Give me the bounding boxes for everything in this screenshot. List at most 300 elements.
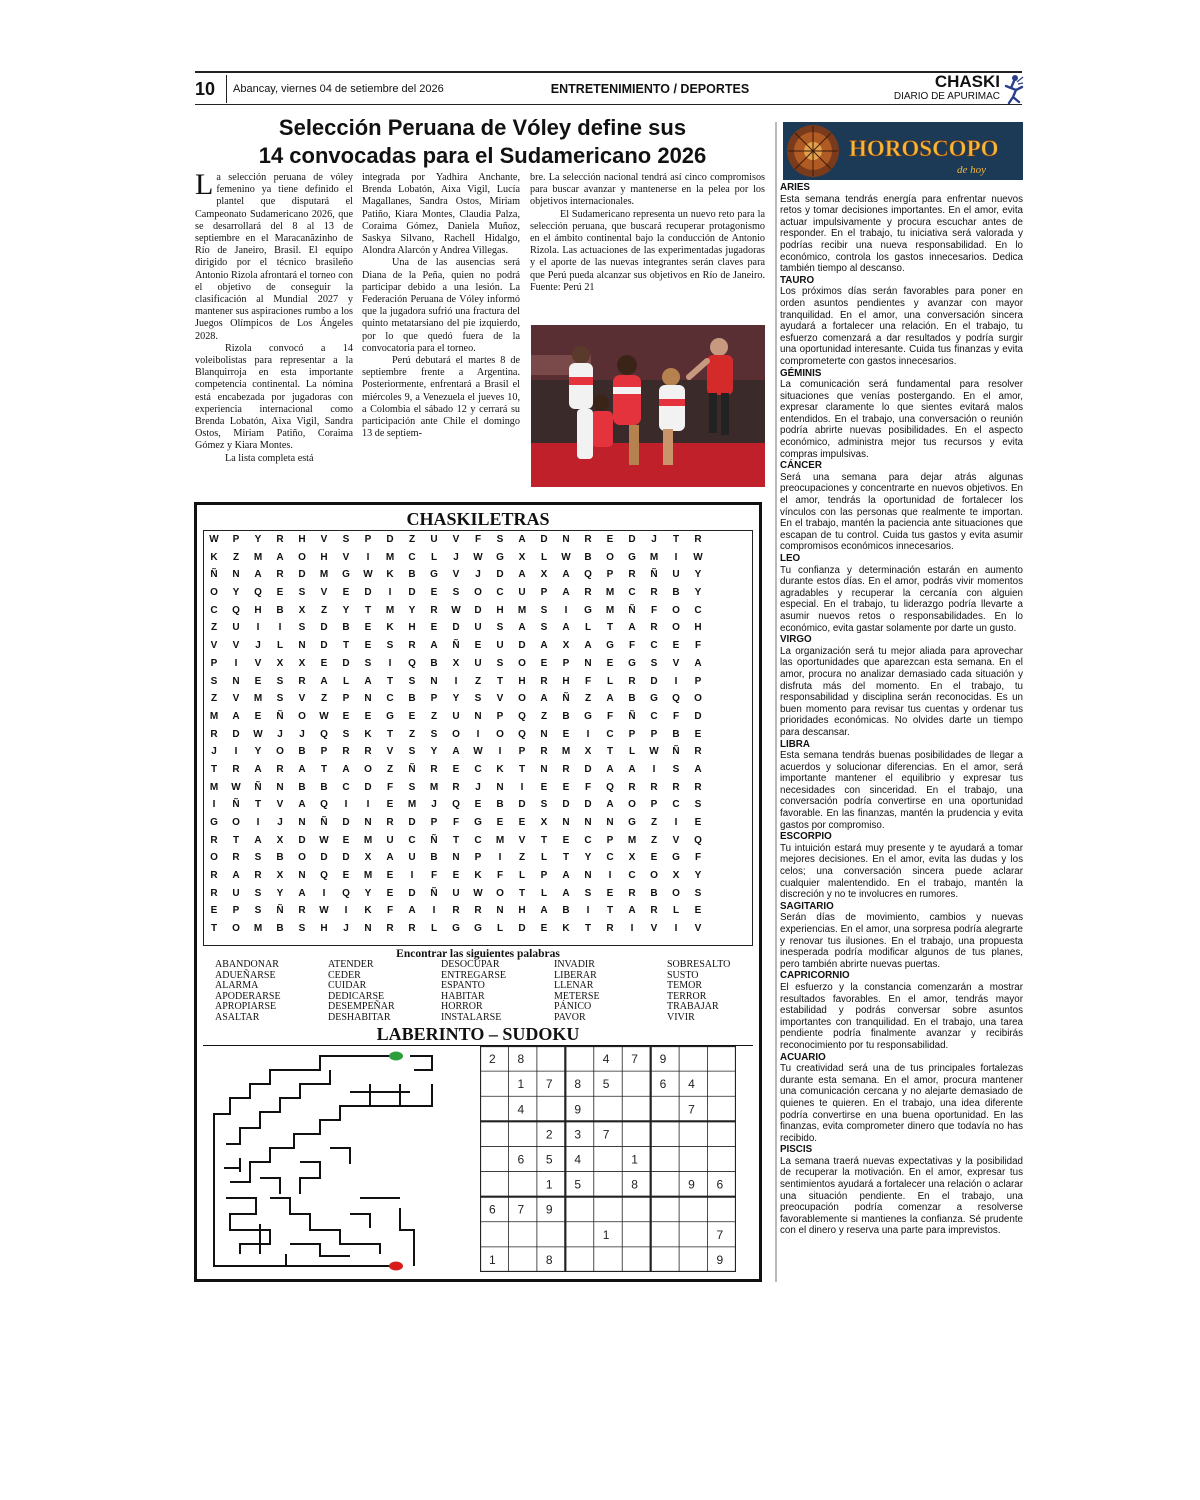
grid-letter[interactable]: J [299,728,305,740]
grid-letter[interactable]: A [540,905,548,917]
grid-letter[interactable]: I [388,587,392,599]
grid-letter[interactable]: G [474,817,482,828]
grid-letter[interactable]: S [298,587,306,599]
grid-letter[interactable]: M [253,923,263,935]
grid-letter[interactable]: O [232,817,240,828]
grid-letter[interactable]: P [694,675,702,687]
grid-letter[interactable]: N [540,728,548,740]
grid-letter[interactable]: E [386,799,394,811]
grid-letter[interactable]: R [628,887,636,899]
grid-letter[interactable]: S [474,693,482,705]
grid-letter[interactable]: D [474,604,482,616]
grid-letter[interactable]: N [606,817,614,828]
grid-letter[interactable]: M [385,551,395,563]
grid-letter[interactable]: N [452,852,460,864]
grid-letter[interactable]: P [606,569,614,581]
grid-letter[interactable]: T [386,728,394,740]
grid-letter[interactable]: E [430,587,438,599]
grid-letter[interactable]: Q [320,799,328,811]
grid-letter[interactable]: E [606,657,614,669]
grid-letter[interactable]: P [232,534,240,545]
grid-letter[interactable]: R [672,781,680,793]
grid-letter[interactable]: E [386,870,394,882]
grid-letter[interactable]: U [232,622,240,634]
grid-letter[interactable]: P [650,728,658,740]
grid-letter[interactable]: X [298,657,306,669]
grid-letter[interactable]: Q [606,781,614,793]
grid-letter[interactable]: B [584,551,592,563]
grid-letter[interactable]: E [694,817,702,828]
grid-letter[interactable]: C [650,710,658,722]
grid-letter[interactable]: T [254,799,262,811]
grid-letter[interactable]: W [253,728,263,740]
grid-letter[interactable]: A [562,622,570,634]
grid-letter[interactable]: Q [320,870,328,882]
grid-letter[interactable]: Z [474,675,482,687]
grid-letter[interactable]: O [518,693,526,705]
grid-letter[interactable]: S [496,534,504,545]
grid-letter[interactable]: M [605,604,615,616]
grid-letter[interactable]: Q [518,728,526,740]
grid-letter[interactable]: K [386,622,394,634]
grid-letter[interactable]: N [364,693,372,705]
grid-letter[interactable]: B [672,728,680,740]
grid-letter[interactable]: A [452,746,460,758]
grid-letter[interactable]: L [342,675,350,687]
grid-letter[interactable]: N [298,817,306,828]
grid-letter[interactable]: M [517,604,527,616]
grid-letter[interactable]: P [430,817,438,828]
grid-letter[interactable]: T [606,622,614,634]
grid-letter[interactable]: H [320,551,328,563]
grid-letter[interactable]: R [276,763,284,775]
grid-letter[interactable]: H [518,675,526,687]
grid-letter[interactable]: O [298,710,306,722]
grid-letter[interactable]: D [694,710,702,722]
grid-letter[interactable]: R [606,923,614,935]
grid-letter[interactable]: J [277,728,283,740]
grid-letter[interactable]: R [694,534,702,545]
grid-letter[interactable]: Ñ [430,887,438,899]
grid-letter[interactable]: E [474,640,482,652]
grid-letter[interactable]: E [276,587,284,599]
grid-letter[interactable]: P [518,746,526,758]
grid-letter[interactable]: N [496,905,504,917]
grid-letter[interactable]: Ñ [276,710,284,722]
grid-letter[interactable]: I [432,905,436,917]
grid-letter[interactable]: E [562,781,570,793]
grid-letter[interactable]: P [606,834,614,846]
grid-letter[interactable]: I [674,817,678,828]
grid-letter[interactable]: N [364,923,372,935]
grid-letter[interactable]: B [276,604,284,616]
grid-letter[interactable]: D [408,587,416,599]
grid-letter[interactable]: N [298,640,306,652]
grid-letter[interactable]: M [253,693,263,705]
grid-letter[interactable]: T [210,923,218,935]
grid-letter[interactable]: C [210,604,218,616]
grid-letter[interactable]: I [674,675,678,687]
grid-letter[interactable]: I [344,799,348,811]
grid-letter[interactable]: L [584,622,592,634]
grid-letter[interactable]: N [364,817,372,828]
grid-letter[interactable]: D [540,534,548,545]
grid-letter[interactable]: I [388,657,392,669]
grid-letter[interactable]: R [210,834,218,846]
grid-letter[interactable]: P [320,746,328,758]
grid-letter[interactable]: R [540,746,548,758]
grid-letter[interactable]: D [298,834,306,846]
grid-letter[interactable]: D [518,923,526,935]
grid-letter[interactable]: A [386,852,394,864]
grid-letter[interactable]: F [650,604,658,616]
grid-letter[interactable]: C [408,551,416,563]
grid-letter[interactable]: Y [430,746,438,758]
grid-letter[interactable]: R [452,905,460,917]
grid-letter[interactable]: F [496,870,504,882]
grid-letter[interactable]: W [231,781,241,793]
grid-letter[interactable]: I [234,657,238,669]
grid-letter[interactable]: D [650,675,658,687]
grid-letter[interactable]: A [694,763,702,775]
grid-letter[interactable]: X [276,870,284,882]
grid-letter[interactable]: Ñ [430,834,438,846]
grid-letter[interactable]: M [253,551,263,563]
grid-letter[interactable]: R [650,587,658,599]
grid-letter[interactable]: A [628,622,636,634]
grid-letter[interactable]: M [209,710,219,722]
grid-letter[interactable]: Y [364,887,372,899]
grid-letter[interactable]: U [386,834,394,846]
grid-letter[interactable]: O [496,728,504,740]
grid-letter[interactable]: B [628,693,636,705]
grid-letter[interactable]: S [386,640,394,652]
grid-letter[interactable]: E [342,870,350,882]
grid-letter[interactable]: I [520,781,524,793]
grid-letter[interactable]: Y [254,534,262,545]
grid-letter[interactable]: I [366,799,370,811]
grid-letter[interactable]: O [606,551,614,563]
grid-letter[interactable]: Q [672,693,680,705]
grid-letter[interactable]: S [496,657,504,669]
grid-letter[interactable]: B [408,569,416,581]
grid-letter[interactable]: P [232,905,240,917]
grid-letter[interactable]: S [276,675,284,687]
grid-letter[interactable]: X [584,746,592,758]
grid-letter[interactable]: O [276,746,284,758]
grid-letter[interactable]: I [454,675,458,687]
grid-letter[interactable]: N [584,817,592,828]
grid-letter[interactable]: V [518,834,526,846]
grid-letter[interactable]: Ñ [210,569,218,581]
grid-letter[interactable]: O [518,657,526,669]
grid-letter[interactable]: U [452,887,460,899]
grid-letter[interactable]: S [694,799,702,811]
grid-letter[interactable]: D [518,799,526,811]
grid-letter[interactable]: T [496,675,504,687]
grid-letter[interactable]: D [320,622,328,634]
grid-letter[interactable]: W [319,905,329,917]
grid-letter[interactable]: Y [276,887,284,899]
grid-letter[interactable]: N [232,675,240,687]
grid-letter[interactable]: L [430,923,438,935]
grid-letter[interactable]: V [650,923,658,935]
grid-letter[interactable]: D [562,799,570,811]
grid-letter[interactable]: L [276,640,284,652]
grid-letter[interactable]: Q [320,728,328,740]
grid-letter[interactable]: E [694,905,702,917]
grid-letter[interactable]: I [498,852,502,864]
grid-letter[interactable]: O [452,728,460,740]
grid-letter[interactable]: G [628,551,636,563]
grid-letter[interactable]: V [210,640,218,652]
grid-letter[interactable]: S [430,728,438,740]
grid-letter[interactable]: O [210,587,218,599]
grid-letter[interactable]: R [540,675,548,687]
grid-letter[interactable]: W [561,551,571,563]
grid-letter[interactable]: G [584,710,592,722]
grid-letter[interactable]: V [342,551,350,563]
grid-letter[interactable]: Y [584,852,592,864]
grid-letter[interactable]: X [562,640,570,652]
grid-letter[interactable]: T [540,834,548,846]
grid-letter[interactable]: S [276,693,284,705]
grid-letter[interactable]: Z [430,710,438,722]
grid-letter[interactable]: W [693,551,703,563]
grid-letter[interactable]: R [342,746,350,758]
grid-letter[interactable]: D [342,817,350,828]
grid-letter[interactable]: Z [320,693,328,705]
grid-letter[interactable]: A [518,569,526,581]
grid-letter[interactable]: S [672,763,680,775]
grid-letter[interactable]: D [584,799,592,811]
grid-letter[interactable]: Q [232,604,240,616]
grid-letter[interactable]: E [562,834,570,846]
grid-letter[interactable]: P [562,657,570,669]
grid-letter[interactable]: R [628,675,636,687]
grid-letter[interactable]: I [608,870,612,882]
grid-letter[interactable]: Z [386,763,394,775]
grid-letter[interactable]: W [319,710,329,722]
grid-letter[interactable]: D [364,781,372,793]
grid-letter[interactable]: C [672,799,680,811]
grid-letter[interactable]: T [584,923,592,935]
grid-letter[interactable]: E [606,887,614,899]
grid-letter[interactable]: I [564,604,568,616]
grid-letter[interactable]: A [606,693,614,705]
grid-letter[interactable]: K [386,569,394,581]
grid-letter[interactable]: E [254,675,262,687]
grid-letter[interactable]: F [584,675,592,687]
grid-letter[interactable]: V [232,640,240,652]
grid-letter[interactable]: N [540,763,548,775]
grid-letter[interactable]: M [319,569,329,581]
grid-letter[interactable]: I [256,622,260,634]
grid-letter[interactable]: O [672,622,680,634]
grid-letter[interactable]: E [540,781,548,793]
grid-letter[interactable]: M [209,781,219,793]
grid-letter[interactable]: Ñ [562,693,570,705]
grid-letter[interactable]: A [628,763,636,775]
grid-letter[interactable]: N [276,781,284,793]
grid-letter[interactable]: L [628,746,636,758]
grid-letter[interactable]: O [474,587,482,599]
grid-letter[interactable]: W [649,746,659,758]
grid-letter[interactable]: X [364,852,372,864]
grid-letter[interactable]: V [694,923,702,935]
grid-letter[interactable]: E [342,710,350,722]
grid-letter[interactable]: A [232,710,240,722]
grid-letter[interactable]: J [343,923,349,935]
grid-letter[interactable]: A [518,534,526,545]
grid-letter[interactable]: N [496,781,504,793]
grid-letter[interactable]: F [628,640,636,652]
grid-letter[interactable]: V [452,534,460,545]
grid-letter[interactable]: N [584,657,592,669]
grid-letter[interactable]: Q [452,799,460,811]
grid-letter[interactable]: P [496,710,504,722]
grid-letter[interactable]: C [408,834,416,846]
word-search-grid[interactable] [203,531,753,938]
grid-letter[interactable]: N [232,569,240,581]
grid-letter[interactable]: A [606,763,614,775]
grid-letter[interactable]: K [496,763,504,775]
grid-letter[interactable]: Y [694,870,702,882]
grid-letter[interactable]: M [363,870,373,882]
grid-letter[interactable]: E [474,799,482,811]
grid-letter[interactable]: O [298,551,306,563]
grid-letter[interactable]: E [540,657,548,669]
grid-letter[interactable]: K [364,905,372,917]
grid-letter[interactable]: R [584,534,592,545]
grid-letter[interactable]: W [473,746,483,758]
grid-letter[interactable]: R [210,887,218,899]
grid-letter[interactable]: E [364,640,372,652]
grid-letter[interactable]: H [320,923,328,935]
grid-letter[interactable]: N [562,534,570,545]
grid-letter[interactable]: I [410,870,414,882]
grid-letter[interactable]: Ñ [254,781,262,793]
grid-letter[interactable]: O [672,604,680,616]
grid-letter[interactable]: R [364,746,372,758]
grid-letter[interactable]: R [430,604,438,616]
grid-letter[interactable]: A [232,870,240,882]
grid-letter[interactable]: J [651,534,657,545]
grid-letter[interactable]: C [342,781,350,793]
grid-letter[interactable]: R [650,905,658,917]
grid-letter[interactable]: T [342,640,350,652]
grid-letter[interactable]: A [408,905,416,917]
grid-letter[interactable]: C [474,834,482,846]
grid-letter[interactable]: E [386,887,394,899]
grid-letter[interactable]: H [518,905,526,917]
grid-letter[interactable]: D [386,534,394,545]
grid-letter[interactable]: C [694,604,702,616]
grid-letter[interactable]: S [650,657,658,669]
grid-letter[interactable]: X [276,657,284,669]
grid-letter[interactable]: C [496,587,504,599]
grid-letter[interactable]: E [452,870,460,882]
grid-letter[interactable]: G [606,640,614,652]
grid-letter[interactable]: T [562,852,570,864]
grid-letter[interactable]: F [474,534,482,545]
grid-letter[interactable]: C [628,587,636,599]
sudoku-grid[interactable] [480,1046,736,1272]
grid-letter[interactable]: E [342,834,350,846]
grid-letter[interactable]: C [386,693,394,705]
grid-letter[interactable]: J [475,569,481,581]
grid-letter[interactable]: L [540,887,548,899]
grid-letter[interactable]: K [474,870,482,882]
grid-letter[interactable]: S [408,781,416,793]
grid-letter[interactable]: M [561,746,571,758]
grid-letter[interactable]: Z [650,817,658,828]
grid-letter[interactable]: R [650,622,658,634]
grid-letter[interactable]: E [672,640,680,652]
grid-letter[interactable]: S [298,622,306,634]
grid-letter[interactable]: F [584,781,592,793]
grid-letter[interactable]: A [562,887,570,899]
grid-letter[interactable]: A [298,799,306,811]
grid-letter[interactable]: N [562,817,570,828]
grid-letter[interactable]: W [363,569,373,581]
grid-letter[interactable]: I [674,551,678,563]
grid-letter[interactable]: F [386,905,394,917]
grid-letter[interactable]: F [672,710,680,722]
grid-letter[interactable]: H [694,622,702,634]
grid-letter[interactable]: R [452,781,460,793]
grid-letter[interactable]: F [694,852,702,864]
grid-letter[interactable]: R [386,923,394,935]
grid-letter[interactable]: M [627,834,637,846]
grid-letter[interactable]: J [255,640,261,652]
grid-letter[interactable]: Ñ [628,710,636,722]
grid-letter[interactable]: G [650,693,658,705]
grid-letter[interactable]: D [320,640,328,652]
grid-letter[interactable]: W [451,604,461,616]
grid-letter[interactable]: E [540,923,548,935]
grid-letter[interactable]: R [232,852,240,864]
grid-letter[interactable]: T [672,534,680,545]
grid-letter[interactable]: A [518,622,526,634]
grid-letter[interactable]: Y [452,693,460,705]
grid-letter[interactable]: W [473,551,483,563]
grid-letter[interactable]: E [364,622,372,634]
grid-letter[interactable]: Q [254,587,262,599]
grid-letter[interactable]: A [298,763,306,775]
grid-letter[interactable]: D [364,587,372,599]
grid-letter[interactable]: C [650,640,658,652]
grid-letter[interactable]: I [366,551,370,563]
grid-letter[interactable]: F [386,781,394,793]
grid-letter[interactable]: W [319,834,329,846]
grid-letter[interactable]: M [649,551,659,563]
grid-letter[interactable]: O [672,887,680,899]
grid-letter[interactable]: D [342,852,350,864]
grid-letter[interactable]: I [586,728,590,740]
grid-letter[interactable]: J [453,551,459,563]
grid-letter[interactable]: P [342,693,350,705]
grid-letter[interactable]: A [430,640,438,652]
grid-letter[interactable]: B [672,587,680,599]
grid-letter[interactable]: G [430,569,438,581]
grid-letter[interactable]: Z [408,534,416,545]
grid-letter[interactable]: Q [408,657,416,669]
grid-letter[interactable]: B [562,710,570,722]
grid-letter[interactable]: B [276,852,284,864]
grid-letter[interactable]: Z [210,622,218,634]
grid-letter[interactable]: O [298,852,306,864]
